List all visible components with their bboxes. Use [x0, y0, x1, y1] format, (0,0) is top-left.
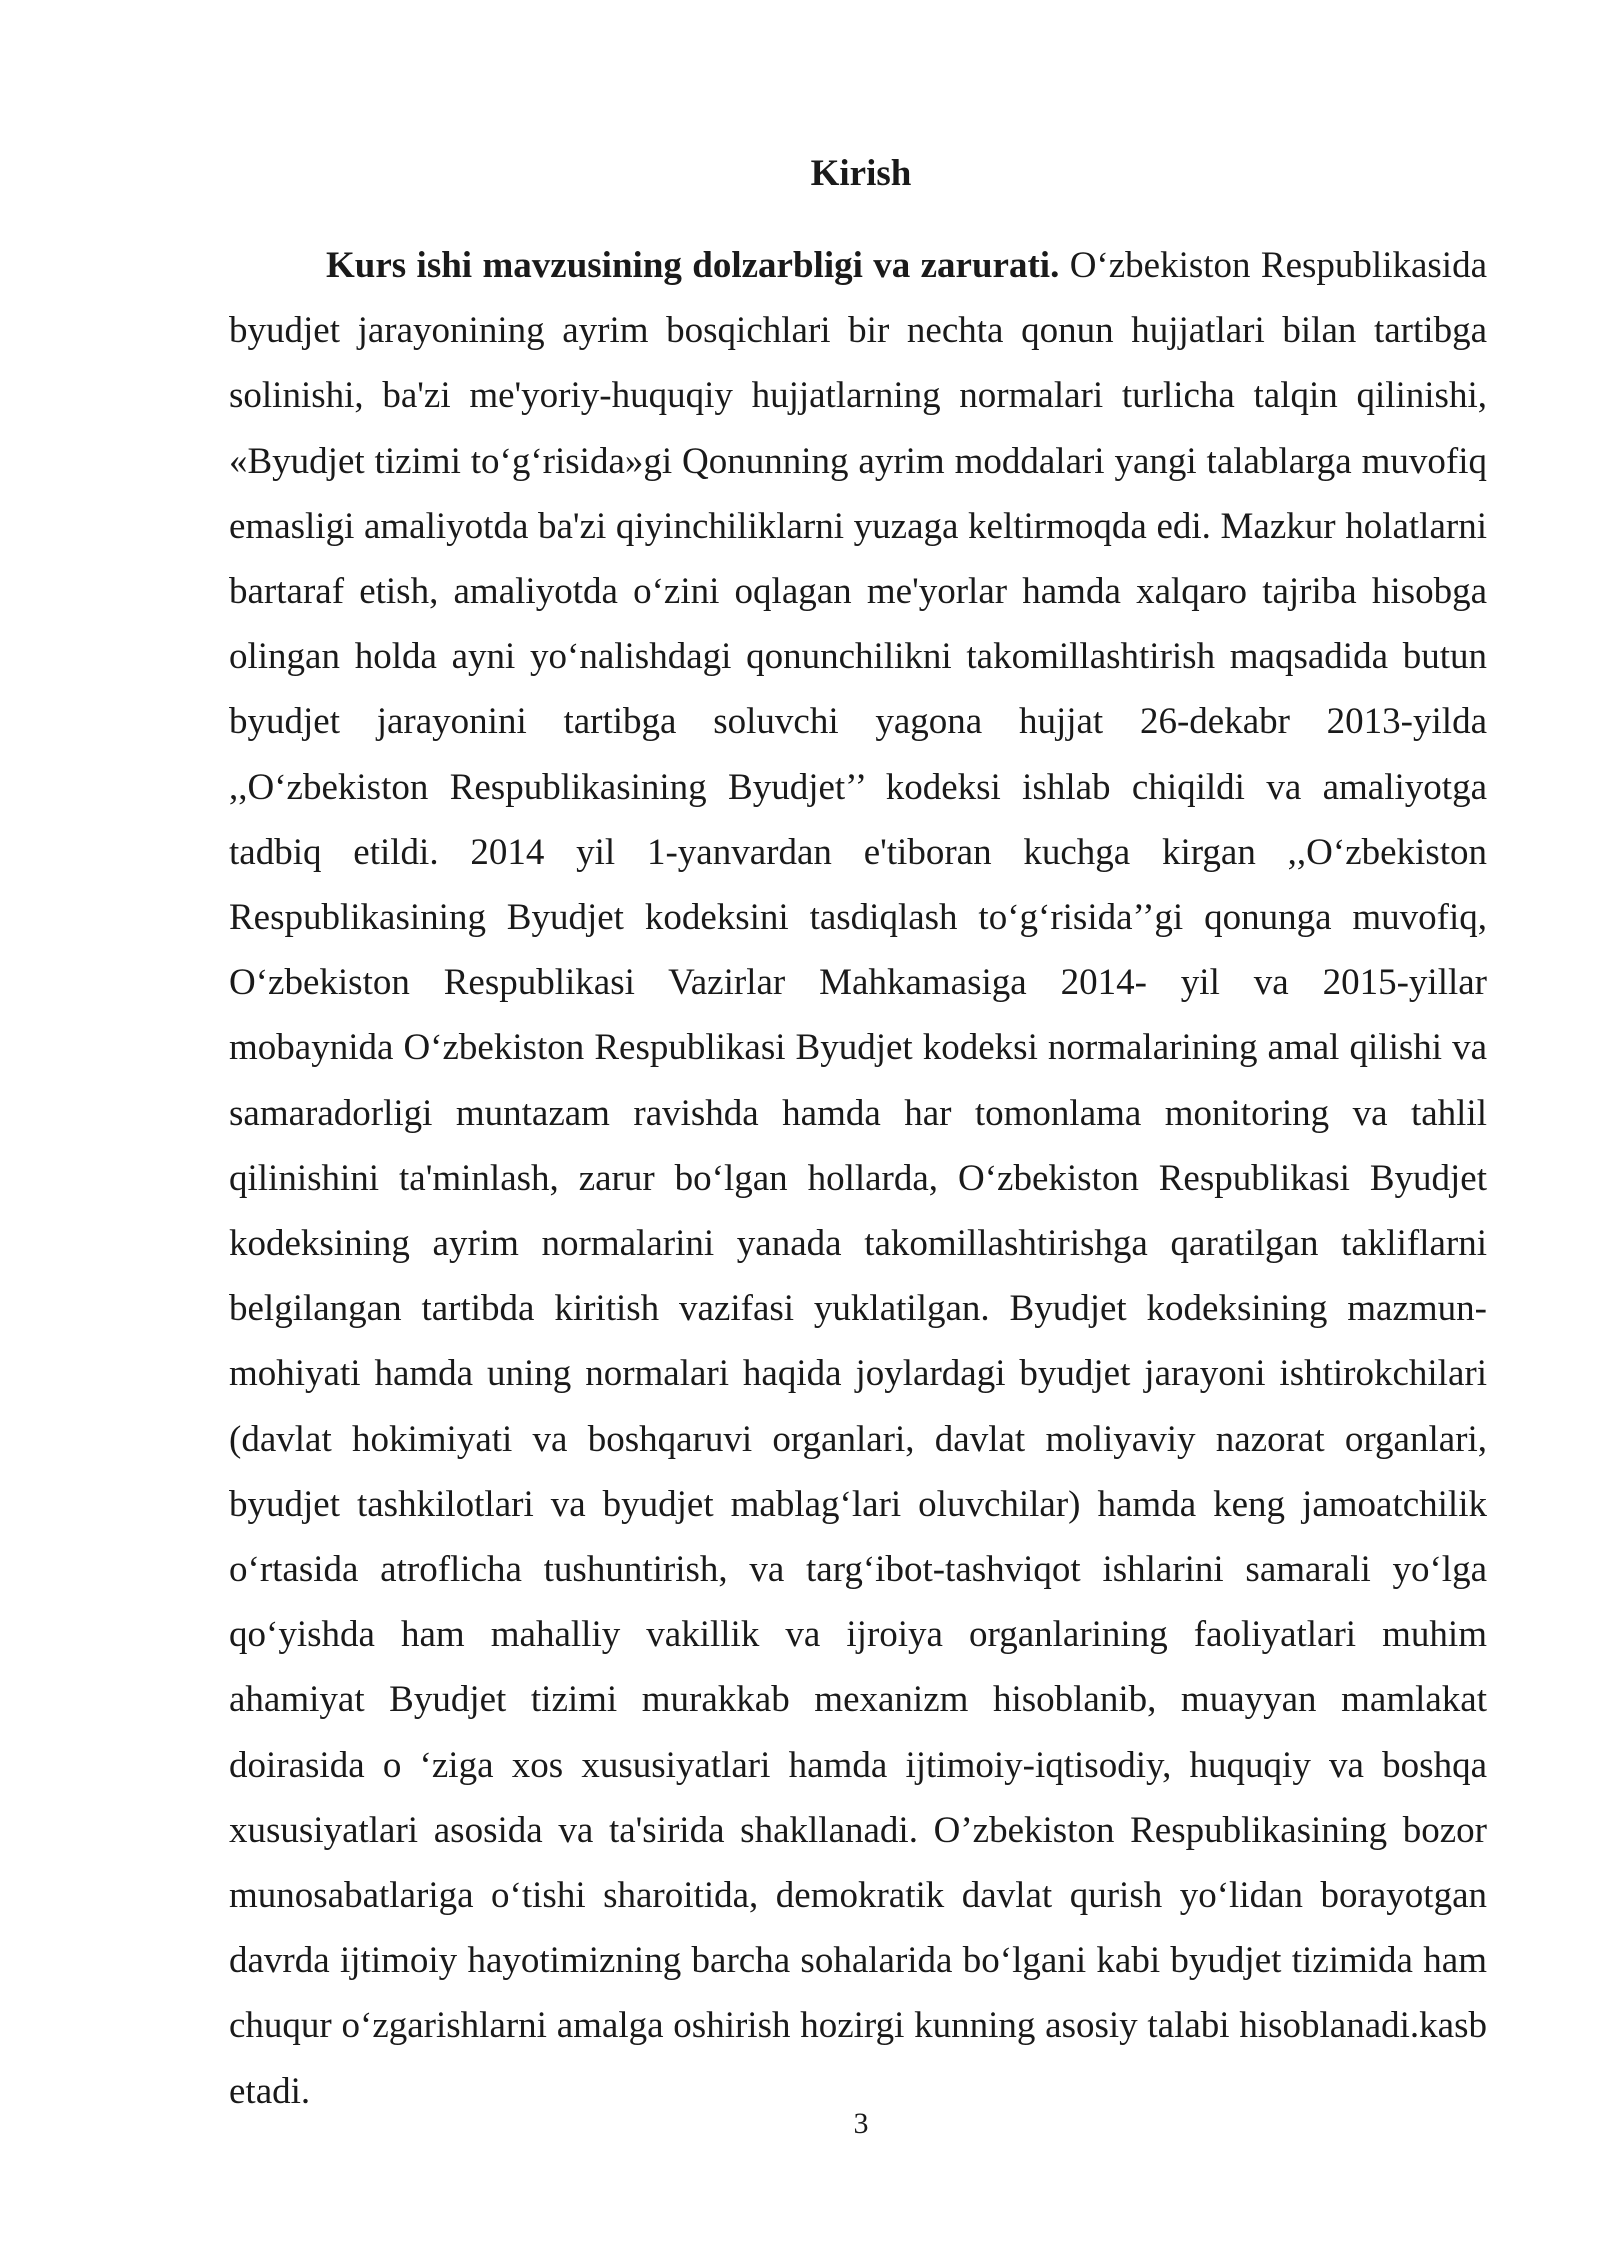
- page-title: Kirish: [810, 153, 912, 194]
- paragraph-lead: Kurs ishi mavzusining dolzarbligi va zarurati.: [326, 245, 1060, 286]
- paragraph-text: O‘zbekiston Respublikasida byudjet jarayonining ayrim bosqichlari bir nechta qonun hujjatlari bilan tartibga solinishi, ba'zi me'yoriy-huquqiy hujjatlarning normalari turlicha talqin qilinishi, «Byudjet tizimi to‘g‘risida»gi Qonunning ayrim moddalari yangi talablarga muvofiq emasligi amaliyotda ba'zi qiyinchiliklarni yuzaga keltirmoqda edi. Mazkur holatlarni bartaraf etish, amaliyotda o‘zini oqlagan me'yorlar hamda xalqaro tajriba hisobga olingan holda ayni yo‘nalishdagi qonunchilikni takomillashtirish maqsadida butun byudjet jarayonini tartibga soluvchi yagona hujjat 26-dekabr 2013-yilda ,,O‘zbekiston Respublikasining Byudjet’’ kodeksi ishlab chiqildi va amaliyotga tadbiq etildi. 2014 yil 1-yanvardan e'tiboran kuchga kirgan ,,O‘zbekiston Respublikasining Byudjet kodeksini tasdiqlash to‘g‘risida’’gi qonunga muvofiq, O‘zbekiston Respublikasi Vazirlar Mahkamasiga 2014- yil va 2015-yillar mobaynida O‘zbekiston Respublikasi Byudjet kodeksi normalarining amal qilishi va samaradorligi muntazam ravishda hamda har tomonlama monitoring va tahlil qilinishini ta'minlash, zarur bo‘lgan hollarda, O‘zbekiston Respublikasi Byudjet kodeksining ayrim normalarini yanada takomillashtirishga qaratilgan takliflarni belgilangan tartibda kiritish vazifasi yuklatilgan. Byudjet kodeksining mazmun-mohiyati hamda uning normalari haqida joylardagi byudjet jarayoni ishtirokchilari (davlat hokimiyati va boshqaruvi organlari, davlat moliyaviy nazorat organlari, byudjet tashkilotlari va byudjet mablag‘lari oluvchilar) hamda keng jamoatchilik o‘rtasida atroflicha tushuntirish, va targ‘ibot-tashviqot ishlarini samarali yo‘lga qo‘yishda ham mahalliy vakillik va ijroiya organlarining faoliyatlari muhim ahamiyat Byudjet tizimi murakkab mexanizm hisoblanib, muayyan mamlakat doirasida o ‘ziga xos xususiyatlari hamda ijtimoiy-iqtisodiy, huquqiy va boshqa xususiyatlari asosida va ta'sirida shakllanadi. O’zbekiston Respublikasining bozor munosabatlariga o‘tishi sharoitida, demokratik davlat qurish yo‘lidan borayotgan davrda ijtimoiy hayotimizning barcha sohalarida bo‘lgani kabi byudjet tizimida ham chuqur o‘zgarishlarni amalga oshirish hozirgi kunning asosiy talabi hisoblanadi.kasb etadi.: [229, 245, 1488, 2112]
- body-paragraph: [229, 233, 1487, 2124]
- page-number: 3: [853, 2107, 869, 2140]
